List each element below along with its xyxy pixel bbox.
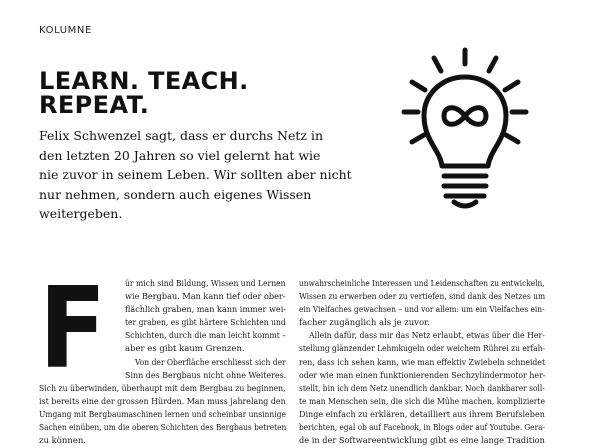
text-line	[39, 317, 286, 330]
text-line-content: ter graben, es gibt härtere Schichten und	[125, 318, 286, 329]
text-line	[299, 409, 545, 422]
text-line-content: facher zugänglich als je zuvor.	[299, 318, 430, 329]
text-line-content: berichten, egal ob auf Facebook, in Blogs oder auf Youtube. Gera-	[299, 423, 546, 434]
lead-line: nur nehmen, sondern auch eigenes Wissen	[39, 186, 312, 202]
text-line	[299, 383, 545, 396]
text-line	[39, 357, 286, 370]
text-line	[39, 435, 286, 448]
text-line	[299, 278, 545, 291]
lead-line: den letzten 20 Jahren so viel gelernt hat wie	[39, 147, 321, 163]
text-line-content: Sachen einüben, um die oberen Schichten des Bergbaus betreten	[39, 423, 287, 434]
text-line	[39, 343, 286, 356]
text-line-content: stellung glänzender Lehmkugeln oder weichem Rührei zu erfah-	[299, 344, 546, 355]
text-line-content: ren, dass ich sehen kann, wie man effektiv Zwiebeln schneidet	[299, 357, 546, 368]
text-line	[299, 370, 545, 383]
text-line-content: Umgang mit Bergbaumaschinen lernen und scheinbar unsinnige	[39, 409, 286, 420]
text-line-content: ür mich sind Bildung, Wissen und Lernen	[125, 279, 286, 289]
text-line	[299, 435, 545, 448]
lead-line: Felix Schwenzel sagt, dass er durchs Netz in	[39, 128, 323, 143]
text-line	[39, 396, 286, 409]
text-line	[39, 304, 286, 317]
text-line-content: ist bereits eine der grossen Hürden. Man muss jahrelang den	[39, 396, 286, 407]
text-line-content: flächlich graben, man kann immer wei-	[125, 305, 287, 316]
text-line-content: unwahrscheinliche Interessen und Leidenschaften zu entwickeln,	[299, 279, 545, 289]
text-line-content: oder wie man einen funktionierenden Sechzylindermotor her-	[299, 370, 546, 381]
headline-line: LEARN. TEACH.	[39, 67, 249, 95]
text-line	[39, 383, 286, 396]
article-column-2	[299, 278, 545, 448]
text-line	[39, 330, 286, 343]
text-line-content: ein Vielfaches gewachsen – und vor allem: um ein Vielfaches ein-	[299, 305, 545, 316]
text-line	[299, 330, 545, 343]
section-label: KOLUMNE	[39, 25, 92, 36]
drop-cap: F	[39, 264, 107, 394]
text-line	[39, 422, 286, 435]
lead-line: weitergeben.	[39, 206, 123, 222]
text-line-content: Sinn des Bergbaus nicht ohne Weiteres.	[125, 370, 287, 381]
text-line	[299, 304, 545, 317]
text-line	[299, 291, 545, 304]
text-line-content: Dinge einfach zu erklären, detailliert aus ihrem Berufsleben	[299, 409, 545, 420]
text-line	[299, 317, 545, 330]
text-line-content: stellt, bin ich dem Netz unendlich dankbar. Noch dankbarer soll-	[299, 383, 545, 394]
text-line-content: wie Bergbau. Man kann tief oder ober-	[125, 292, 286, 303]
text-line	[299, 357, 545, 370]
article-lead	[39, 126, 352, 224]
text-line	[39, 278, 286, 291]
text-line	[39, 409, 286, 422]
text-line-content: Sich zu überwinden, überhaupt mit dem Bergbau zu beginnen,	[39, 383, 286, 394]
text-line	[299, 396, 545, 409]
article-column-1	[39, 264, 287, 448]
text-line-content: zu können.	[39, 436, 87, 447]
text-line	[299, 343, 545, 356]
text-line	[299, 422, 545, 435]
article-headline	[39, 69, 249, 117]
text-line-content: aber es gibt kaum Grenzen.	[125, 344, 245, 355]
text-line-content: te man Menschen sein, die sich die Mühe machen, komplizierte	[299, 396, 545, 407]
lead-line: nie zuvor in seinem Leben. Wir sollten aber nicht	[39, 167, 352, 183]
lightbulb-infinity-icon	[396, 44, 534, 214]
text-line-content: Schichten, durch die man leicht kommt –	[125, 331, 287, 342]
text-line-content: Allein dafür, dass mir das Netz erlaubt, etwas über die Her-	[309, 331, 545, 342]
text-line	[39, 291, 286, 304]
text-line	[39, 370, 286, 383]
headline-line: REPEAT.	[39, 91, 150, 119]
text-line-content: Von der Oberfläche erschliesst sich der	[135, 357, 286, 368]
text-line-content: Wissen zu erwerben oder zu vertiefen, sind dank des Netzes um	[299, 292, 546, 303]
text-line-content: de in der Softwareentwicklung gibt es eine lange Tradition	[299, 436, 545, 447]
